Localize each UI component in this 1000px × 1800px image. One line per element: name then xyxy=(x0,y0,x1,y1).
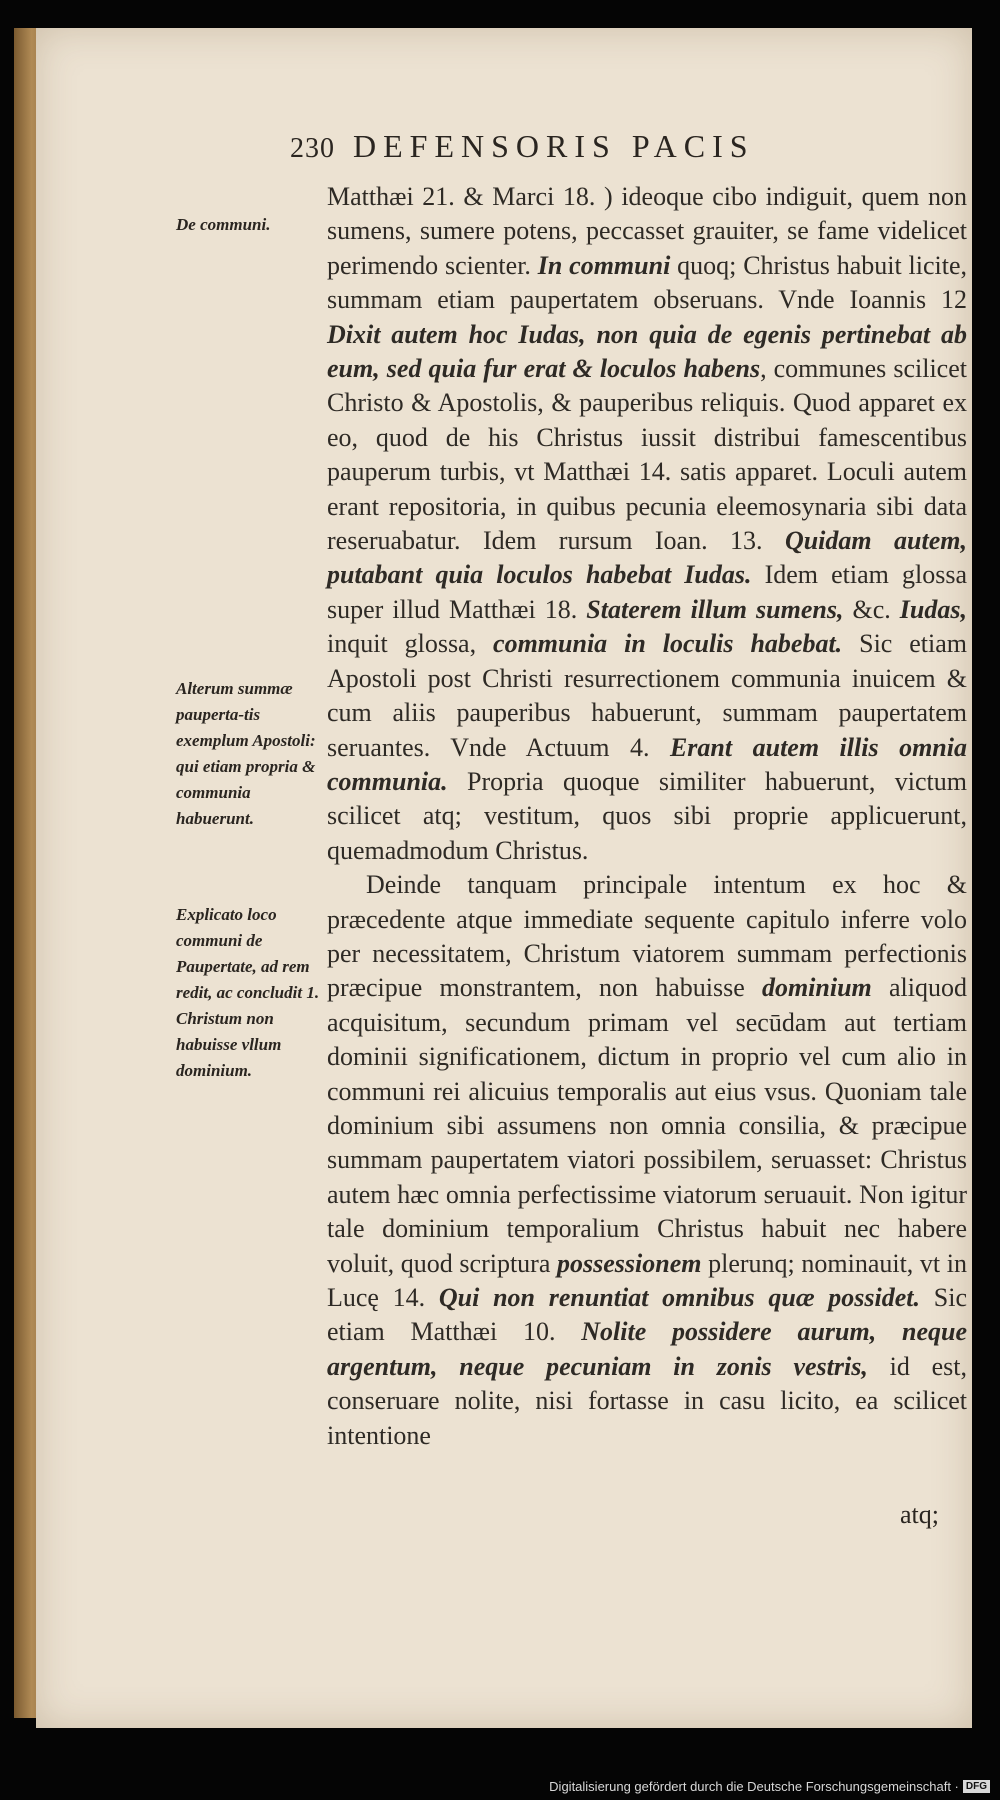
margin-note-apostoli: Alterum summæ pauperta-tis exemplum Apostoli: qui etiam propria & communia habuerunt. xyxy=(176,679,316,828)
digitization-credit xyxy=(549,1779,990,1794)
catchword: atq; xyxy=(900,1500,939,1529)
running-title: DEFENSORIS PACIS xyxy=(353,128,755,164)
credit-text: Digitalisierung gefördert durch die Deutsche Forschungsgemeinschaft · xyxy=(549,1779,959,1794)
margin-note-de-communi: De communi. xyxy=(176,215,271,234)
running-header xyxy=(290,128,950,165)
dfg-logo: DFG xyxy=(963,1780,990,1793)
page-number: 230 xyxy=(290,133,335,164)
main-text xyxy=(327,180,967,1453)
paragraph-2: Deinde tanquam principale intentum ex hoc & præcedente atque immediate sequente capitulo inferre volo per necessitatem, Christum viatorem summam perfectionis præcipue monstrantem, non habuisse dominium aliquod acquisitum, secundum primam vel secūdam aut tertiam dominii significationem, dictum in proprio vel cum alio in communi rei alicuius temporalis aut eius vsus. Quoniam tale dominium sibi assumens non omnia consilia, & præcipue summam paupertatem viatori possibilem, seruasset: Christus autem hæc omnia perfectissime viatorum seruauit. Non igitur tale dominium temporalium Christus habuit nec habere voluit, quod scriptura possessionem plerunq; nominauit, vt in Lucę 14. Qui non renuntiat omnibus quæ possidet. Sic etiam Matthæi 10. Nolite possidere aurum, neque argentum, neque pecuniam in zonis vestris, id est, conseruare nolite, nisi fortasse in casu licito, ea scilicet intentione xyxy=(327,870,968,1450)
paragraph-1: Matthæi 21. & Marci 18. ) ideoque cibo indiguit, quem non sumens, sumere potens, peccasset grauiter, se fame videlicet perimendo scienter. In communi quoq; Christus habuit licite, summam etiam paupertatem obseruans. Vnde Ioannis 12 Dixit autem hoc Iudas, non quia de egenis pertinebat ab eum, sed quia fur erat & loculos habens, communes scilicet Christo & Apostolis, & pauperibus reliquis. Quod apparet ex eo, quod de his Christus iussit distribui famescentibus pauperum turbis, vt Matthæi 14. satis apparet. Loculi autem erant repositoria, in quibus pecunia eleemosynaria sibi data reseruabatur. Idem rursum Ioan. 13. Quidam autem, putabant quia loculos habebat Iudas. Idem etiam glossa super illud Matthæi 18. Staterem illum sumens, &c. Iudas, inquit glossa, communia in loculis habebat. Sic etiam Apostoli post Christi resurrectionem communia inuicem & cum aliis pauperibus habuerunt, summam paupertatem seruantes. Vnde Actuum 4. Erant autem illis omnia communia. Propria quoque similiter habuerunt, victum scilicet atq; vestitum, quos sibi proprie applicuerunt, quemadmodum Christus. xyxy=(327,182,968,865)
margin-note-dominium: Explicato loco communi de Paupertate, ad rem redit, ac concludit 1. Christum non habuisse vllum dominium. xyxy=(176,905,320,1080)
